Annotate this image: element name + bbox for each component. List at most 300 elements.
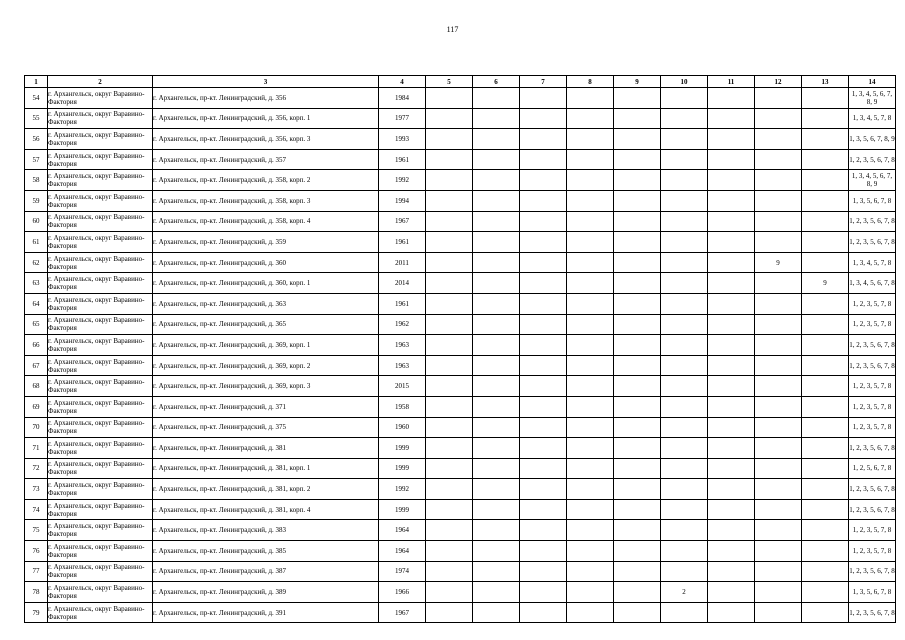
empty-cell [473, 293, 520, 314]
empty-cell [426, 396, 473, 417]
year-cell: 1999 [379, 499, 426, 520]
col10-cell [661, 520, 708, 541]
col10-cell [661, 396, 708, 417]
col14-cell: 1, 3, 5, 6, 7, 8 [849, 582, 896, 603]
empty-cell [473, 396, 520, 417]
empty-cell [614, 355, 661, 376]
column-header-1: 1 [25, 76, 48, 88]
column-header-2: 2 [48, 76, 153, 88]
empty-cell [426, 520, 473, 541]
address-cell: г. Архангельск, пр-кт. Ленинградский, д. 369, корп. 1 [153, 335, 379, 356]
year-cell: 1964 [379, 541, 426, 562]
address-cell: г. Архангельск, пр-кт. Ленинградский, д. 358, корп. 3 [153, 190, 379, 211]
empty-cell [708, 211, 755, 232]
district-cell: г. Архангельск, округ Варавино-Фактория [48, 108, 153, 129]
table-row [25, 149, 896, 170]
col10-cell [661, 149, 708, 170]
empty-cell [426, 417, 473, 438]
empty-cell [520, 293, 567, 314]
district-cell: г. Архангельск, округ Варавино-Фактория [48, 396, 153, 417]
empty-cell [567, 232, 614, 253]
table-row [25, 458, 896, 479]
col14-cell: 1, 2, 3, 5, 7, 8 [849, 293, 896, 314]
empty-cell [567, 520, 614, 541]
col14-cell: 1, 2, 3, 5, 6, 7, 8 [849, 499, 896, 520]
row-number-cell: 73 [25, 479, 48, 500]
col13-cell [802, 108, 849, 129]
empty-cell [473, 252, 520, 273]
col12-cell [755, 149, 802, 170]
address-cell: г. Архангельск, пр-кт. Ленинградский, д. 391 [153, 602, 379, 623]
empty-cell [614, 108, 661, 129]
table-row [25, 108, 896, 129]
address-cell: г. Архангельск, пр-кт. Ленинградский, д. 365 [153, 314, 379, 335]
col14-cell: 1, 3, 5, 6, 7, 8, 9 [849, 129, 896, 150]
empty-cell [614, 232, 661, 253]
empty-cell [473, 479, 520, 500]
empty-cell [614, 417, 661, 438]
col10-cell [661, 499, 708, 520]
empty-cell [708, 88, 755, 109]
empty-cell [614, 211, 661, 232]
empty-cell [614, 561, 661, 582]
district-cell: г. Архангельск, округ Варавино-Фактория [48, 232, 153, 253]
empty-cell [520, 129, 567, 150]
empty-cell [614, 170, 661, 191]
empty-cell [567, 129, 614, 150]
col14-cell: 1, 2, 3, 5, 7, 8 [849, 376, 896, 397]
col14-cell: 1, 3, 4, 5, 6, 7, 8, 9 [849, 88, 896, 109]
col12-cell [755, 417, 802, 438]
empty-cell [473, 190, 520, 211]
empty-cell [708, 520, 755, 541]
row-number-cell: 76 [25, 541, 48, 562]
col14-cell: 1, 2, 3, 5, 7, 8 [849, 417, 896, 438]
address-cell: г. Архангельск, пр-кт. Ленинградский, д. 389 [153, 582, 379, 603]
table-row [25, 88, 896, 109]
col12-cell [755, 479, 802, 500]
col12-cell [755, 499, 802, 520]
col12-cell [755, 458, 802, 479]
empty-cell [473, 88, 520, 109]
col14-cell: 1, 3, 4, 5, 7, 8 [849, 252, 896, 273]
empty-cell [708, 479, 755, 500]
column-header-7: 7 [520, 76, 567, 88]
empty-cell [708, 541, 755, 562]
empty-cell [567, 88, 614, 109]
empty-cell [567, 561, 614, 582]
column-header-8: 8 [567, 76, 614, 88]
empty-cell [708, 108, 755, 129]
row-number-cell: 77 [25, 561, 48, 582]
header-row [25, 76, 896, 88]
row-number-cell: 63 [25, 273, 48, 294]
col10-cell [661, 252, 708, 273]
year-cell: 1977 [379, 108, 426, 129]
col10-cell [661, 458, 708, 479]
empty-cell [708, 314, 755, 335]
year-cell: 1961 [379, 149, 426, 170]
col10-cell [661, 376, 708, 397]
year-cell: 1962 [379, 314, 426, 335]
empty-cell [426, 355, 473, 376]
table-row [25, 582, 896, 603]
col12-cell [755, 376, 802, 397]
year-cell: 1963 [379, 355, 426, 376]
col12-cell [755, 335, 802, 356]
empty-cell [426, 458, 473, 479]
address-cell: г. Архангельск, пр-кт. Ленинградский, д. 371 [153, 396, 379, 417]
empty-cell [426, 293, 473, 314]
empty-cell [708, 602, 755, 623]
table-row [25, 170, 896, 191]
table-row [25, 520, 896, 541]
col14-cell: 1, 2, 3, 5, 6, 7, 8 [849, 211, 896, 232]
district-cell: г. Архангельск, округ Варавино-Фактория [48, 293, 153, 314]
row-number-cell: 74 [25, 499, 48, 520]
empty-cell [614, 88, 661, 109]
row-number-cell: 60 [25, 211, 48, 232]
col12-cell [755, 170, 802, 191]
col10-cell [661, 314, 708, 335]
address-cell: г. Архангельск, пр-кт. Ленинградский, д. 357 [153, 149, 379, 170]
address-cell: г. Архангельск, пр-кт. Ленинградский, д. 360, корп. 1 [153, 273, 379, 294]
col10-cell [661, 273, 708, 294]
empty-cell [426, 582, 473, 603]
empty-cell [473, 232, 520, 253]
empty-cell [426, 252, 473, 273]
col12-cell [755, 293, 802, 314]
table-row [25, 293, 896, 314]
empty-cell [614, 602, 661, 623]
row-number-cell: 56 [25, 129, 48, 150]
row-number-cell: 59 [25, 190, 48, 211]
district-cell: г. Архангельск, округ Варавино-Фактория [48, 479, 153, 500]
empty-cell [567, 190, 614, 211]
col10-cell [661, 170, 708, 191]
empty-cell [708, 190, 755, 211]
empty-cell [708, 355, 755, 376]
empty-cell [708, 582, 755, 603]
col14-cell: 1, 2, 3, 5, 6, 7, 8 [849, 602, 896, 623]
col13-cell [802, 417, 849, 438]
row-number-cell: 78 [25, 582, 48, 603]
address-cell: г. Архангельск, пр-кт. Ленинградский, д. 356, корп. 3 [153, 129, 379, 150]
empty-cell [567, 211, 614, 232]
table-row [25, 314, 896, 335]
col10-cell [661, 541, 708, 562]
col10-cell [661, 129, 708, 150]
table-row [25, 541, 896, 562]
empty-cell [426, 438, 473, 459]
district-cell: г. Архангельск, округ Варавино-Фактория [48, 190, 153, 211]
col12-cell [755, 438, 802, 459]
empty-cell [473, 561, 520, 582]
col14-cell: 1, 2, 3, 5, 6, 7, 8 [849, 149, 896, 170]
district-cell: г. Архангельск, округ Варавино-Фактория [48, 273, 153, 294]
year-cell: 1960 [379, 417, 426, 438]
col13-cell [802, 355, 849, 376]
empty-cell [520, 561, 567, 582]
empty-cell [567, 314, 614, 335]
empty-cell [614, 149, 661, 170]
empty-cell [520, 541, 567, 562]
district-cell: г. Архангельск, округ Варавино-Фактория [48, 520, 153, 541]
empty-cell [567, 438, 614, 459]
district-cell: г. Архангельск, округ Варавино-Фактория [48, 129, 153, 150]
col13-cell [802, 458, 849, 479]
empty-cell [708, 376, 755, 397]
row-number-cell: 57 [25, 149, 48, 170]
district-cell: г. Архангельск, округ Варавино-Фактория [48, 252, 153, 273]
empty-cell [567, 149, 614, 170]
address-cell: г. Архангельск, пр-кт. Ленинградский, д. 381, корп. 4 [153, 499, 379, 520]
column-header-13: 13 [802, 76, 849, 88]
address-cell: г. Архангельск, пр-кт. Ленинградский, д. 356, корп. 1 [153, 108, 379, 129]
col14-cell: 1, 2, 5, 6, 7, 8 [849, 458, 896, 479]
col13-cell [802, 541, 849, 562]
empty-cell [614, 582, 661, 603]
col10-cell [661, 293, 708, 314]
col10-cell [661, 88, 708, 109]
empty-cell [426, 335, 473, 356]
empty-cell [473, 108, 520, 129]
empty-cell [708, 273, 755, 294]
year-cell: 1992 [379, 170, 426, 191]
empty-cell [708, 293, 755, 314]
address-cell: г. Архангельск, пр-кт. Ленинградский, д. 356 [153, 88, 379, 109]
table-row [25, 417, 896, 438]
address-cell: г. Архангельск, пр-кт. Ленинградский, д. 375 [153, 417, 379, 438]
column-header-6: 6 [473, 76, 520, 88]
row-number-cell: 61 [25, 232, 48, 253]
year-cell: 1963 [379, 335, 426, 356]
col12-cell [755, 108, 802, 129]
empty-cell [473, 314, 520, 335]
row-number-cell: 68 [25, 376, 48, 397]
empty-cell [614, 335, 661, 356]
table-row [25, 602, 896, 623]
col12-cell [755, 88, 802, 109]
year-cell: 1966 [379, 582, 426, 603]
row-number-cell: 70 [25, 417, 48, 438]
address-cell: г. Архангельск, пр-кт. Ленинградский, д. 381, корп. 1 [153, 458, 379, 479]
empty-cell [567, 170, 614, 191]
address-cell: г. Архангельск, пр-кт. Ленинградский, д. 358, корп. 4 [153, 211, 379, 232]
empty-cell [520, 190, 567, 211]
col12-cell [755, 541, 802, 562]
col13-cell [802, 561, 849, 582]
empty-cell [567, 417, 614, 438]
empty-cell [520, 149, 567, 170]
district-cell: г. Архангельск, округ Варавино-Фактория [48, 211, 153, 232]
empty-cell [426, 273, 473, 294]
col10-cell [661, 190, 708, 211]
empty-cell [473, 149, 520, 170]
row-number-cell: 69 [25, 396, 48, 417]
empty-cell [473, 438, 520, 459]
empty-cell [614, 520, 661, 541]
empty-cell [473, 170, 520, 191]
col13-cell [802, 149, 849, 170]
empty-cell [567, 108, 614, 129]
column-header-9: 9 [614, 76, 661, 88]
empty-cell [426, 232, 473, 253]
empty-cell [426, 170, 473, 191]
year-cell: 1961 [379, 293, 426, 314]
col13-cell [802, 602, 849, 623]
empty-cell [473, 520, 520, 541]
col10-cell [661, 108, 708, 129]
year-cell: 2015 [379, 376, 426, 397]
empty-cell [473, 458, 520, 479]
empty-cell [708, 335, 755, 356]
col10-cell [661, 355, 708, 376]
table-row [25, 376, 896, 397]
empty-cell [708, 499, 755, 520]
empty-cell [520, 252, 567, 273]
column-header-14: 14 [849, 76, 896, 88]
empty-cell [520, 438, 567, 459]
col12-cell [755, 314, 802, 335]
col10-cell [661, 417, 708, 438]
empty-cell [614, 314, 661, 335]
col12-cell [755, 602, 802, 623]
empty-cell [520, 232, 567, 253]
address-cell: г. Архангельск, пр-кт. Ленинградский, д. 359 [153, 232, 379, 253]
year-cell: 1999 [379, 458, 426, 479]
empty-cell [614, 293, 661, 314]
empty-cell [473, 273, 520, 294]
empty-cell [473, 335, 520, 356]
col13-cell [802, 376, 849, 397]
col14-cell: 1, 2, 3, 5, 6, 7, 8 [849, 561, 896, 582]
empty-cell [520, 314, 567, 335]
district-cell: г. Архангельск, округ Варавино-Фактория [48, 458, 153, 479]
address-cell: г. Архангельск, пр-кт. Ленинградский, д. 381, корп. 2 [153, 479, 379, 500]
col13-cell [802, 582, 849, 603]
col13-cell [802, 335, 849, 356]
empty-cell [614, 541, 661, 562]
table-row [25, 396, 896, 417]
empty-cell [567, 252, 614, 273]
empty-cell [473, 541, 520, 562]
empty-cell [567, 602, 614, 623]
empty-cell [520, 170, 567, 191]
empty-cell [708, 252, 755, 273]
empty-cell [567, 541, 614, 562]
empty-cell [520, 499, 567, 520]
district-cell: г. Архангельск, округ Варавино-Фактория [48, 149, 153, 170]
empty-cell [614, 190, 661, 211]
empty-cell [520, 479, 567, 500]
empty-cell [614, 252, 661, 273]
empty-cell [567, 355, 614, 376]
empty-cell [426, 108, 473, 129]
building-registry-table [24, 75, 896, 623]
table-row [25, 561, 896, 582]
empty-cell [473, 417, 520, 438]
empty-cell [614, 376, 661, 397]
table-body [25, 88, 896, 623]
empty-cell [426, 129, 473, 150]
empty-cell [567, 293, 614, 314]
empty-cell [708, 170, 755, 191]
col14-cell: 1, 2, 3, 5, 6, 7, 8 [849, 438, 896, 459]
empty-cell [473, 602, 520, 623]
district-cell: г. Архангельск, округ Варавино-Фактория [48, 88, 153, 109]
year-cell: 2014 [379, 273, 426, 294]
empty-cell [614, 273, 661, 294]
empty-cell [520, 376, 567, 397]
column-header-11: 11 [708, 76, 755, 88]
row-number-cell: 62 [25, 252, 48, 273]
col12-cell [755, 561, 802, 582]
empty-cell [520, 273, 567, 294]
empty-cell [708, 396, 755, 417]
empty-cell [520, 396, 567, 417]
district-cell: г. Архангельск, округ Варавино-Фактория [48, 499, 153, 520]
address-cell: г. Архангельск, пр-кт. Ленинградский, д. 381 [153, 438, 379, 459]
col12-cell [755, 232, 802, 253]
empty-cell [708, 232, 755, 253]
col10-cell [661, 211, 708, 232]
year-cell: 1967 [379, 602, 426, 623]
empty-cell [426, 88, 473, 109]
district-cell: г. Архангельск, округ Варавино-Фактория [48, 561, 153, 582]
empty-cell [567, 335, 614, 356]
col14-cell: 1, 3, 4, 5, 6, 7, 8, 9 [849, 170, 896, 191]
col12-cell [755, 396, 802, 417]
column-header-12: 12 [755, 76, 802, 88]
table-row [25, 190, 896, 211]
empty-cell [426, 479, 473, 500]
col13-cell [802, 438, 849, 459]
address-cell: г. Архангельск, пр-кт. Ленинградский, д. 385 [153, 541, 379, 562]
year-cell: 1958 [379, 396, 426, 417]
col12-cell [755, 211, 802, 232]
col13-cell [802, 293, 849, 314]
table-row [25, 273, 896, 294]
empty-cell [708, 438, 755, 459]
empty-cell [567, 499, 614, 520]
district-cell: г. Архангельск, округ Варавино-Фактория [48, 314, 153, 335]
col14-cell: 1, 2, 3, 5, 7, 8 [849, 314, 896, 335]
table-row [25, 129, 896, 150]
district-cell: г. Архангельск, округ Варавино-Фактория [48, 438, 153, 459]
empty-cell [520, 335, 567, 356]
col13-cell [802, 520, 849, 541]
empty-cell [473, 582, 520, 603]
empty-cell [708, 458, 755, 479]
row-number-cell: 79 [25, 602, 48, 623]
district-cell: г. Архангельск, округ Варавино-Фактория [48, 602, 153, 623]
table-row [25, 232, 896, 253]
col14-cell: 1, 2, 3, 5, 7, 8 [849, 520, 896, 541]
empty-cell [426, 602, 473, 623]
col13-cell [802, 499, 849, 520]
col10-cell [661, 479, 708, 500]
row-number-cell: 55 [25, 108, 48, 129]
col10-cell [661, 335, 708, 356]
col13-cell [802, 252, 849, 273]
year-cell: 1993 [379, 129, 426, 150]
empty-cell [473, 376, 520, 397]
empty-cell [520, 520, 567, 541]
empty-cell [426, 376, 473, 397]
address-cell: г. Архангельск, пр-кт. Ленинградский, д. 360 [153, 252, 379, 273]
col13-cell [802, 211, 849, 232]
